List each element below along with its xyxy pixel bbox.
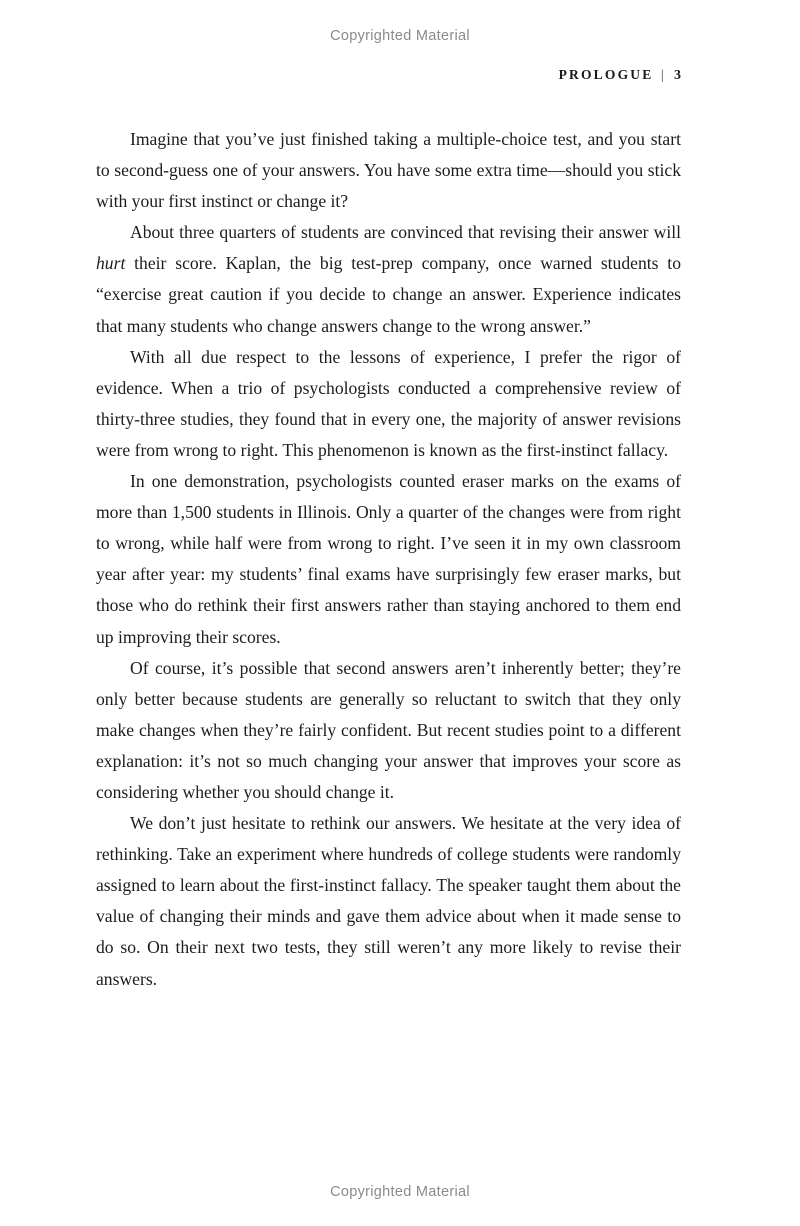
page-number: 3: [674, 68, 681, 83]
copyright-notice-top: Copyrighted Material: [330, 28, 470, 44]
emphasized-text: hurt: [96, 253, 126, 274]
running-header: [559, 67, 681, 84]
header-separator: |: [660, 68, 664, 83]
paragraph: [96, 217, 681, 341]
paragraph: [96, 466, 681, 653]
text-segment: We don’t just hesitate to rethink our answers. We hesitate at the very idea of rethinking. Take an experiment where hundreds of college students were randomly assigned to learn about the first-instinct fallacy. The speaker taught them about the value of changing their minds and gave them advice about when it made sense to do so. On their next two tests, they still weren’t any more likely to revise their answers.: [96, 813, 681, 989]
text-segment: their score. Kaplan, the big test-prep company, once warned students to “exercise great caution if you decide to change an answer. Experience indicates that many students who change answers change to the wrong answer.”: [96, 253, 681, 336]
paragraph: [96, 342, 681, 466]
text-segment: About three quarters of students are convinced that revising their answer will: [130, 222, 681, 243]
paragraph: [96, 124, 681, 217]
paragraph: [96, 653, 681, 808]
text-segment: With all due respect to the lessons of experience, I prefer the rigor of evidence. When a trio of psychologists conducted a comprehensive review of thirty-three studies, they found that in every one, the majority of answer revisions were from wrong to right. This phenomenon is known as the first-instinct fallacy.: [96, 346, 681, 460]
text-segment: In one demonstration, psychologists counted eraser marks on the exams of more than 1,500 students in Illinois. Only a quarter of the changes were from right to wrong, while half were from wrong to right. I’ve seen it in my own classroom year after year: my students’ final exams have surprisingly few eraser marks, but those who do rethink their first answers rather than staying anchored to them end up improving their scores.: [96, 471, 681, 647]
copyright-notice-bottom: Copyrighted Material: [330, 1184, 470, 1200]
section-title: PROLOGUE: [558, 67, 654, 82]
text-segment: Imagine that you’ve just finished taking a multiple-choice test, and you start to second-guess one of your answers. You have some extra time—should you stick with your first instinct or change it?: [96, 129, 681, 212]
body-text: [96, 124, 681, 995]
paragraph: [96, 808, 681, 995]
text-segment: Of course, it’s possible that second answers aren’t inherently better; they’re only better because students are generally so reluctant to switch that they only make changes when they’re fairly confident. But recent studies point to a different explanation: it’s not so much changing your answer that improves your score as considering whether you should change it.: [96, 657, 681, 802]
